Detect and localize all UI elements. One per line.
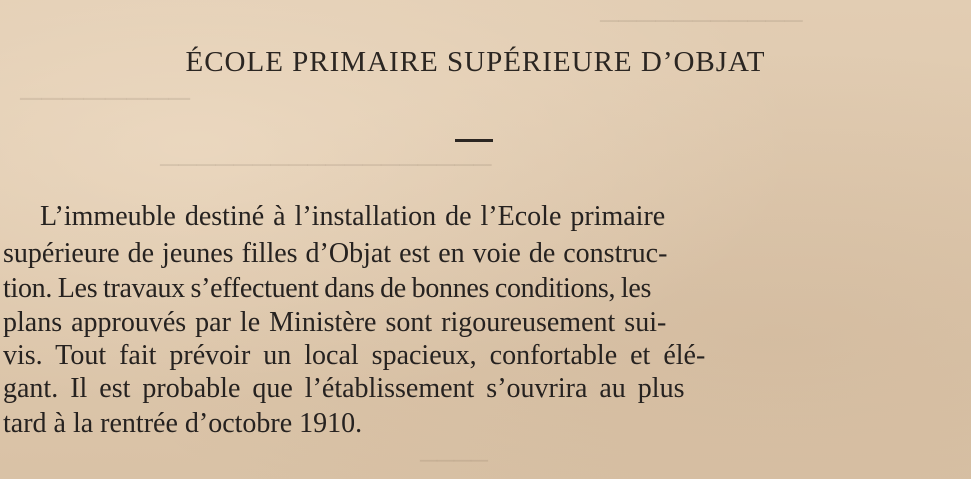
paragraph-line: gant. Il est probable que l’établissement s’ouvrira au plus — [3, 373, 685, 404]
title-divider — [455, 139, 493, 142]
bleed-through-texture: ────────────────── — [160, 150, 492, 179]
paragraph-line: L’immeuble destiné à l’installation de l’Ecole primaire — [40, 201, 666, 232]
paragraph-line: plans approuvés par le Ministère sont rigoureusement sui- — [3, 307, 667, 338]
paragraph-line: supérieure de jeunes filles d’Objat est en voie de construc- — [3, 238, 668, 269]
paragraph-line: vis. Tout fait prévoir un local spacieux, confortable et élé- — [3, 340, 706, 371]
bleed-through-texture: ──────── — [20, 82, 191, 115]
paragraph-line: tard à la rentrée d’octobre 1910. — [3, 408, 363, 439]
page-title: ÉCOLE PRIMAIRE SUPÉRIEURE D’OBJAT — [185, 46, 766, 78]
paragraph-line: tion. Les travaux s’effectuent dans de bonnes conditions, les — [3, 273, 652, 304]
bleed-through-texture: ──── — [420, 448, 489, 474]
bleed-through-texture: ─────────── — [600, 6, 803, 35]
